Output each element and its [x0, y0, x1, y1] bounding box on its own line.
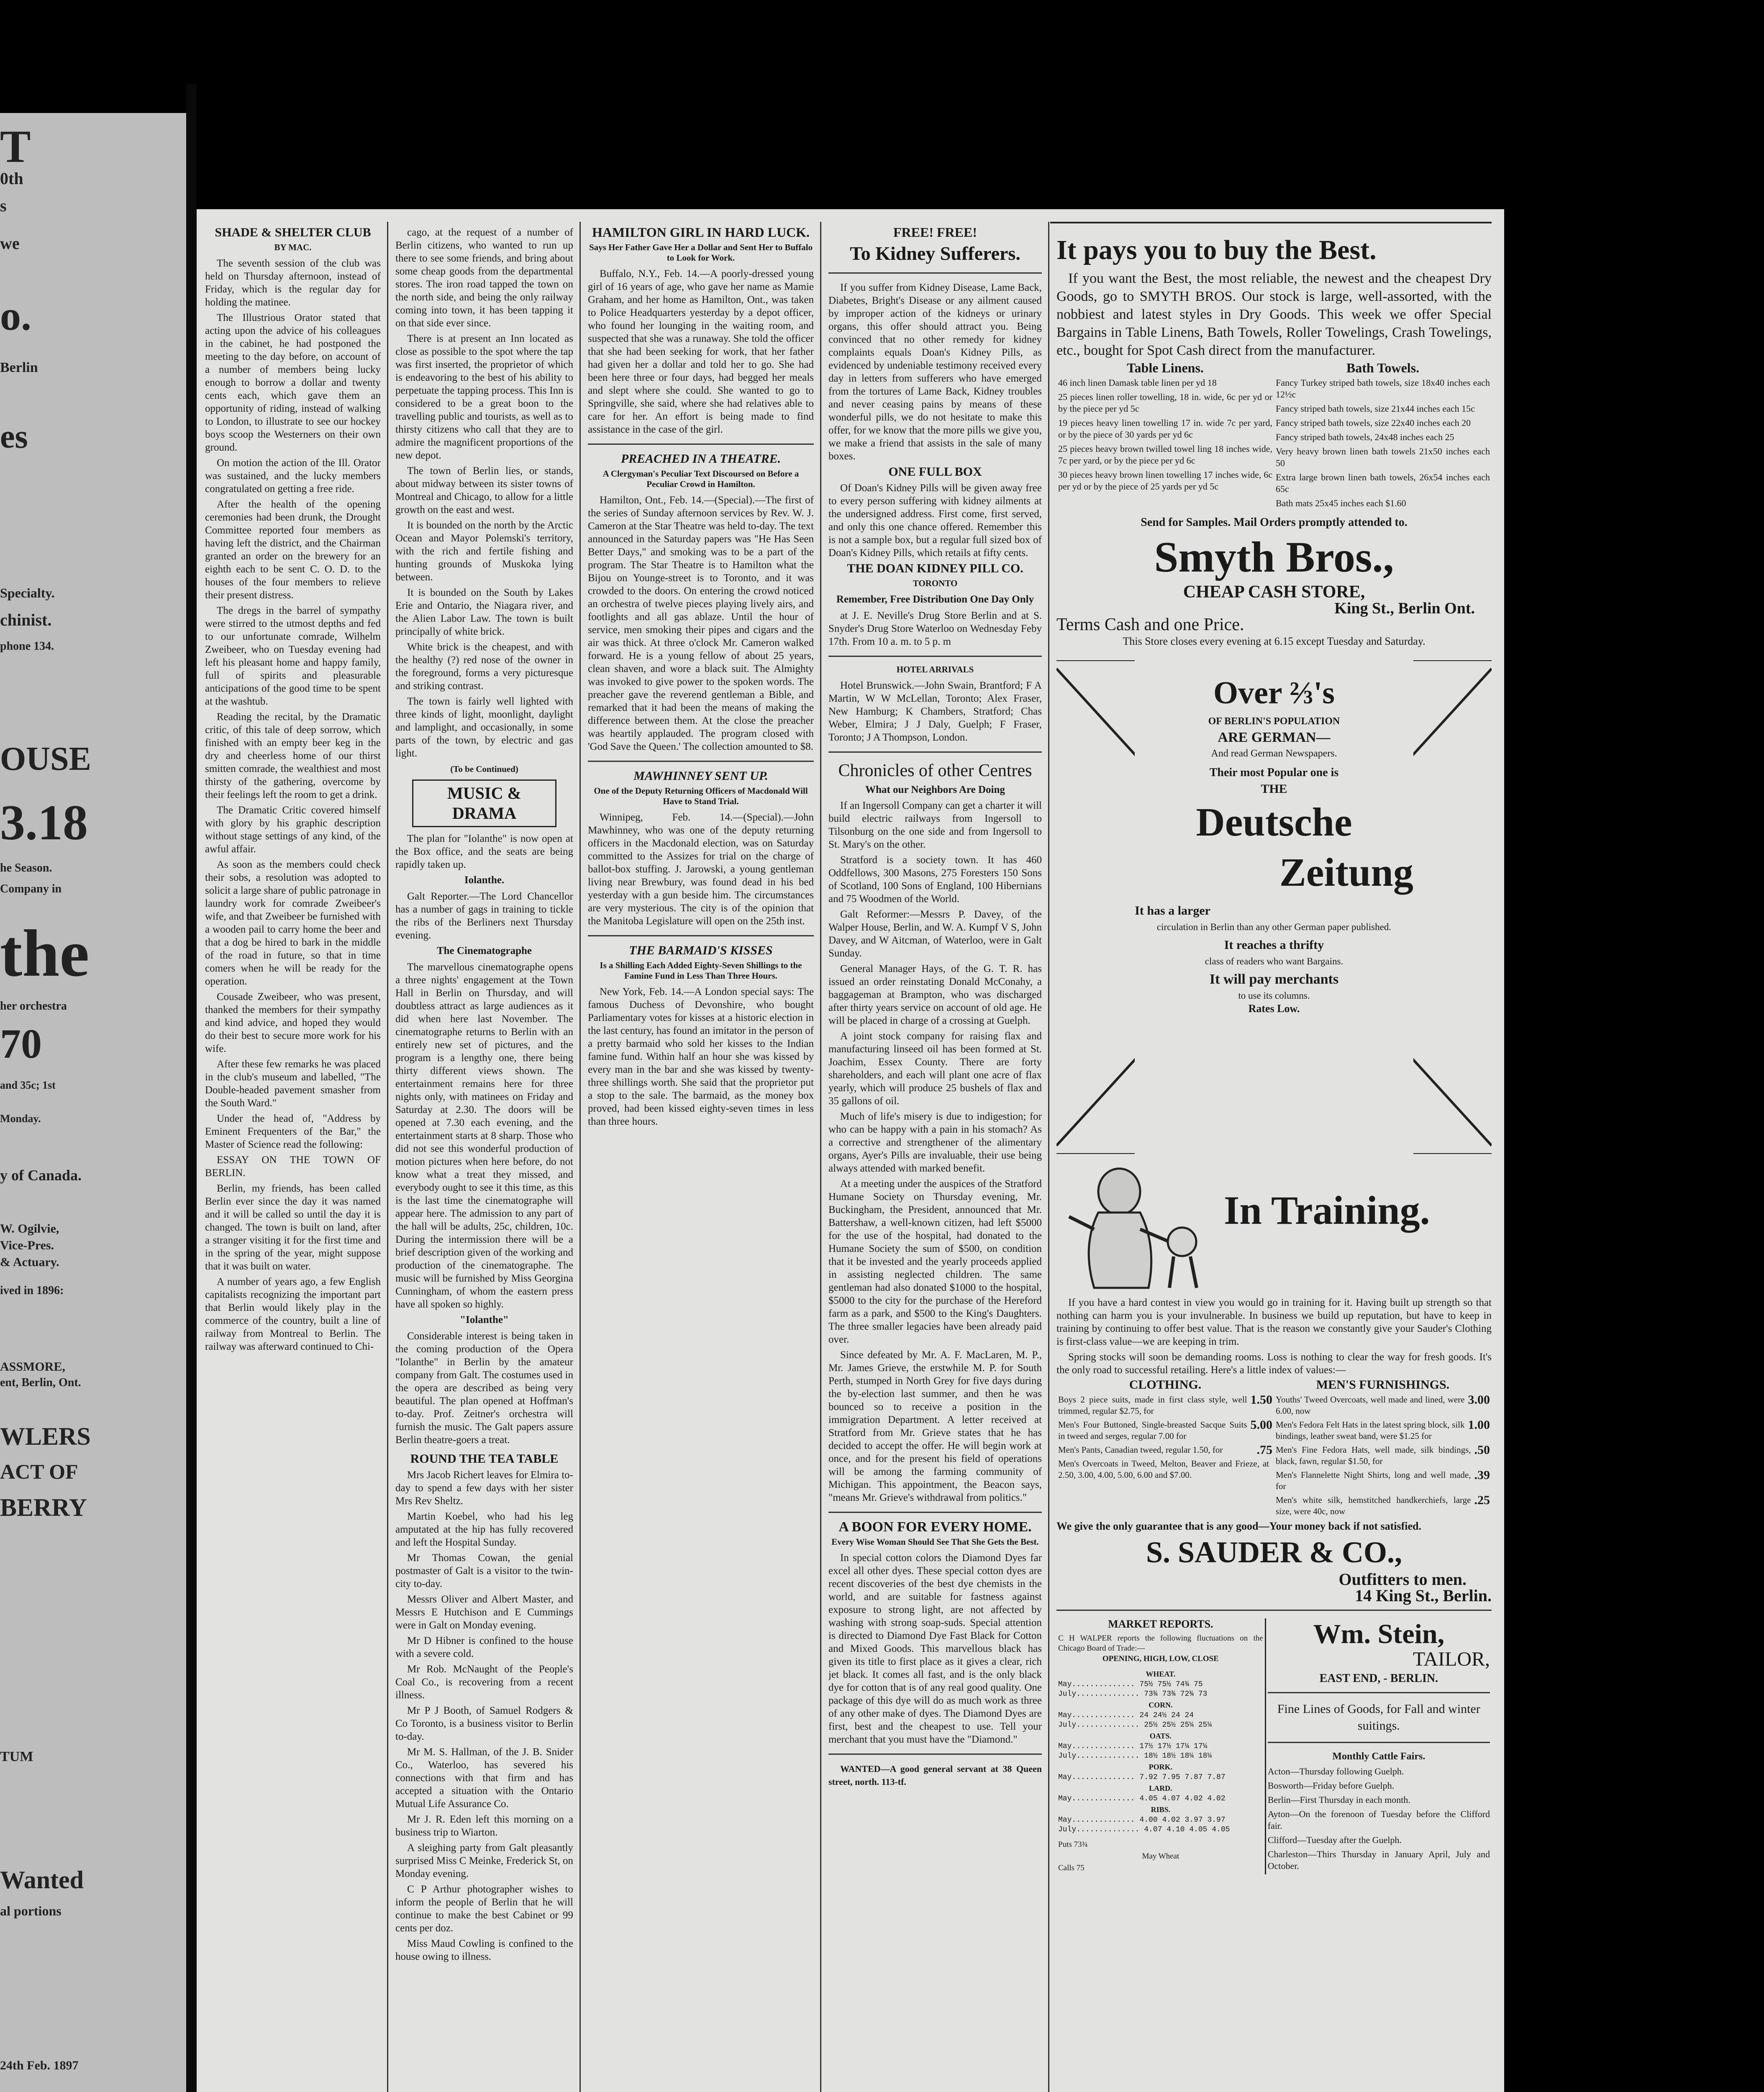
furnishings-list: [1276, 1394, 1490, 1517]
article-heading: MAWHINNEY SENT UP.: [633, 769, 768, 783]
smyth-name: Smyth Bros.,: [1154, 533, 1394, 581]
are-german: ARE GERMAN—: [1218, 730, 1331, 745]
divider: [1056, 1610, 1492, 1611]
boon-heading: A BOON FOR EVERY HOME.: [838, 1519, 1032, 1535]
furnishings-heading: MEN'S FURNISHINGS.: [1316, 1378, 1450, 1392]
article-paragraph: The Illustrious Orator stated that acting upon the advice of his colleagues in the cabinet, he had postponed the meeting to the day before, on account of a number of members being lucky enough to borrow a dollar and twenty cents each, which gave them an opportunity of riding, instead of walking to London, to illustrate to see our hockey boys scoop the Westerners on their own ground.: [205, 312, 381, 453]
divider: [828, 656, 1042, 657]
article-paragraph: The seventh session of the club was held on Thursday afternoon, instead of Friday, which is the regular day for holding the matinee.: [205, 258, 381, 308]
tea-table-items: [395, 1469, 573, 1963]
sauder-header: [1056, 1162, 1492, 1296]
smyth-price-table: [1056, 362, 1492, 512]
tea-table-item: Mr J. R. Eden left this morning on a business trip to Wiarton.: [395, 1814, 573, 1838]
chronicle-item: If an Ingersoll Company can get a charter it will build electric railways from Ingersoll to Tilsonburg on the one side and from Ingersoll to St. Mary's on the other.: [828, 800, 1042, 850]
bath-towels-list: [1276, 377, 1490, 509]
smyth-store: CHEAP CASH STORE,: [1183, 582, 1365, 602]
divider: [828, 272, 1042, 274]
kidney-heading: To Kidney Sufferers.: [850, 243, 1020, 264]
in-training-headline: In Training.: [1224, 1188, 1430, 1233]
stein-location: EAST END, - BERLIN.: [1319, 1672, 1438, 1685]
fair-item: Charleston—Thirs Thursday in January April, July and October.: [1267, 1849, 1490, 1871]
article-paragraph: New York, Feb. 14.—A London special says: The famous Duchess of Devonshire, who bought Parliamentary votes for kisses at a historic election in the last century, has found an imitator in the person of a pretty barmaid who sold her kisses to the Indian famine fund. Within half an hour she was kissed by every man in the bar and she was kissed by twenty-three shillings worth. She said that the proprietor put a stop to the sale. The barmaid, as the money box proved, had been kissed eighty-seven times in less than three hours.: [588, 986, 814, 1127]
article-heading: SHADE & SHELTER CLUB: [215, 226, 371, 239]
company-name: THE DOAN KIDNEY PILL CO.: [847, 561, 1023, 575]
wanted-ad: WANTED—A good general servant at 38 Queen street, north. 113-tf.: [828, 1764, 1042, 1787]
tea-table-item: Miss Maud Cowling is confined to the house owing to illness.: [395, 1938, 573, 1962]
item-price: .39: [1474, 1468, 1490, 1482]
column-kidney-chronicles: [828, 226, 1042, 2092]
market-row: May.............. 75½ 75½ 74¾ 75: [1058, 1680, 1203, 1689]
item-description: Men's Fine Fedora Hats, well made, silk bindings, black, fawn, regular $1.50, for: [1276, 1445, 1471, 1466]
bath-towels-heading: Bath Towels.: [1346, 360, 1420, 375]
left-page-fragment: es: [0, 418, 28, 455]
divider: [1268, 1742, 1490, 1743]
market-section-name: OATS.: [1149, 1732, 1172, 1740]
article-paragraph: cago, at the request of a number of Berlin citizens, who wanted to run up there to see some friends, and bring about some cheap goods from the departmental stores. The iron road tapped the town on the north side, and being the only railway coming into town, it has been tapping it on that side ever since.: [395, 227, 573, 329]
left-page-fragment: Wanted: [0, 1866, 84, 1894]
article-paragraph: It is bounded on the South by Lakes Erie and Ontario, the Niagara river, and the Alien Labor Law. The town is built principally of white brick.: [395, 587, 573, 637]
ad-paragraph: at J. E. Neville's Drug Store Berlin and at S. Snyder's Drug Store Waterloo on Wednesday Feby 17th. From 10 a. m. to 5 p. m: [828, 610, 1042, 647]
left-facing-page: [0, 113, 186, 2092]
music-paragraph: The marvellous cinematographe opens a three nights' engagement at the Town Hall in Berlin on Thursday, and will doubtless attract as large audiences as it did when here last November. The cinematographe returns to Berlin with an entirely new set of pictures, and the program is a lengthy one, there being thirty different views shown. The entertainment remains here for three nights only, with matinees on Friday and Saturday at 2.30. The doors will be opened at 7.30 each evening, and the entertainment starts at 8 sharp. Those who did not see this wonderful production of motion pictures when here before, do not know what a treat they missed, and everybody ought to see it this time, as this is the last time the cinematographe will appear here. The admission to any part of the hall will be adults, 25c, children, 10c. During the intermission there will be a brief description given of the working and production of the cinematographe. The music will be furnished by Miss Georgina Cunningham, of whom the eastern press have all spoken so highly.: [395, 961, 573, 1310]
sauder-guarantee: We give the only guarantee that is any good—Your money back if not satisfied.: [1056, 1520, 1421, 1532]
left-page-fragment: 24th Feb. 1897: [0, 2059, 79, 2072]
tea-table-item: Mr Rob. McNaught of the People's Coal Co., is recovering from a recent illness.: [395, 1664, 573, 1701]
chronicle-item: Much of life's misery is due to indigestion; for who can be happy with a pain in his stomach? As a corrective and strengthener of the alimentary organs, Ayer's Pills are invaluable, their use being always attended with marked benefit.: [828, 1111, 1042, 1174]
deutsche-word: Deutsche: [1196, 800, 1352, 844]
priced-item: [1276, 1419, 1490, 1442]
item-description: Men's Fedora Felt Hats in the latest spring block, silk bindings, leather sweat band, were $1.25 for: [1276, 1420, 1465, 1441]
tea-table-item: Mrs Jacob Richert leaves for Elmira to-day to spend a few days with her sister Mrs Rev Sheltz.: [395, 1469, 573, 1507]
left-page-fragment: & Actuary.: [0, 1255, 59, 1269]
item-description: Men's Four Buttoned, Single-breasted Sacque Suits in tweed and serges, regular 7.00 for: [1058, 1420, 1247, 1441]
bottom-ads: [1056, 1618, 1492, 1874]
music-drama-heading: MUSIC & DRAMA: [412, 779, 556, 827]
price-line: Fancy striped bath towels, size 22x40 inches each 20: [1276, 418, 1471, 428]
stein-name: Wm. Stein,: [1313, 1619, 1445, 1649]
article-paragraph: As soon as the members could check their sobs, a resolution was adopted to solicit a large share of public patronage in laundry work for comrade Zweibeer's wife, and that Zweibeer be furnished with a wooden pail to carry home the beer and that a dog be hired to bark in the middle of the road in future, so that in time comers when he will be ready for the operation.: [205, 859, 381, 987]
article-paragraph: A number of years ago, a few English capitalists recognizing the important part that Berlin would likely play in the commerce of the country, built a line of railway from Montreal to Berlin. The railway was afterward continued to Chi-: [205, 1276, 381, 1352]
tea-table-item: Messrs Oliver and Albert Master, and Messrs E Hutchison and E Cummings were in Galt on Monday evening.: [395, 1594, 573, 1631]
left-page-fragment: BERRY: [0, 1494, 87, 1521]
tea-table-item: Mr D Hibner is confined to the house with a severe cold.: [395, 1635, 573, 1659]
clothing-list: [1058, 1394, 1272, 1481]
item-description: Men's white silk, hemstitched handkerchiefs, large size, were 40c, now: [1276, 1495, 1471, 1516]
puts-line: Puts 73¾: [1058, 1840, 1088, 1849]
price-line: Fancy striped bath towels, size 21x44 inches each 15c: [1276, 403, 1475, 414]
smyth-terms: Terms Cash and one Price.: [1056, 615, 1244, 634]
ad-paragraph: Of Doan's Kidney Pills will be given away free to every person suffering with kidney ailments at the undersigned address. First come, first served, and only this one chance offered. Remember this is not a sample box, but a regular full sized box of Doan's Kidney Pills, which retails at fifty cents.: [828, 482, 1042, 559]
price-line: 25 pieces linen roller towelling, 18 in. wide, 6c per yd or by the piece per yd 5c: [1058, 392, 1272, 414]
clothing-heading: CLOTHING.: [1129, 1378, 1202, 1392]
divider: [828, 1754, 1042, 1755]
priced-item: [1058, 1394, 1272, 1417]
left-page-fragment: ACT OF: [0, 1460, 78, 1483]
price-line: Extra large brown linen bath towels, 26x54 inches each 65c: [1276, 472, 1490, 494]
price-line: 30 pieces heavy brown linen towelling 17 inches wide, 6c per yd or by the piece of 25 yards per yd 5c: [1058, 469, 1272, 492]
market-section-name: CORN.: [1149, 1701, 1173, 1709]
column-rule: [579, 222, 581, 2092]
left-page-fragment: ived in 1896:: [0, 1284, 64, 1297]
remember-line: Remember, Free Distribution One Day Only: [836, 594, 1034, 605]
article-paragraph: Reading the recital, by the Dramatic critic, of this tale of deep sorrow, which finished with an empty beer keg in the dry and cheerless home of our thirst smitten comrade, the wealthiest and most thirsty of the gathering, overcome by their feelings left the room to get a drink.: [205, 711, 381, 800]
column-advertisements: [1056, 234, 1492, 2092]
article-paragraph: After the health of the opening ceremonies had been drunk, the Drought Committee reported four members as having left the district, and the Chairman granted an order on the brewery for an eighth each to be sent C. O. D. to the houses of the four members to relieve their present distress.: [205, 499, 381, 601]
price-line: 25 pieces heavy brown twilled towel ling 18 inches wide, 7c per yard, or by the piece per yd 6c: [1058, 444, 1272, 466]
fair-item: Berlin—First Thursday in each month.: [1267, 1795, 1410, 1805]
population-line: OF BERLIN'S POPULATION: [1208, 716, 1340, 727]
box-heading: ONE FULL BOX: [888, 465, 982, 479]
column-shade-shelter: [205, 226, 381, 2092]
left-page-fragment: her orchestra: [0, 1000, 67, 1013]
market-row: May.............. 17½ 17½ 17¼ 17¼: [1058, 1742, 1208, 1751]
tea-table-item: Mr M. S. Hallman, of the J. B. Snider Co., Waterloo, has severed his connections with that firm and has accepted a situation with the Ontario Mutual Life Assurance Co.: [395, 1746, 573, 1810]
left-page-fragment: s: [0, 196, 7, 215]
article-paragraph: It is bounded on the north by the Arctic Ocean and Mayor Polemski's territory, with the rich and fertile fishing and hunting grounds of Muskoka lying between.: [395, 520, 573, 583]
chronicle-item: Since defeated by Mr. A. F. MacLaren, M. P., Mr. James Grieve, the erstwhile M. P. for South Perth, stumped in North Grey for five days during the by-election last summer, and then he was bounced so to receive a position in the immigration Department. A letter received at Stratford from Mr. Grieve states that he has decided to accept the offer. He will begin work at once, and for the present his field of operations will be among the farming community of Michigan. This appointment, the Beacon says, "means Mr. Grieve's withdrawal from politics.": [828, 1349, 1042, 1503]
chronicle-item: A joint stock company for raising flax and manufacturing linseed oil has been formed at St. Joachim, Essex County. There are forty shareholders, and each will plant one acre of flax yearly, which will produce 25 bushels of flax and 35 gallons of oil.: [828, 1031, 1042, 1107]
left-page-fragment: y of Canada.: [0, 1167, 82, 1184]
read-german: And read German Newspapers.: [1211, 748, 1337, 759]
article-paragraph: Cousade Zweibeer, who was present, thanked the members for their sympathy and kind advice, and hoped they would do their best to secure more work for his wife.: [205, 991, 381, 1054]
column-rule: [1048, 222, 1049, 2092]
left-page-fragment: the: [0, 916, 90, 990]
left-page-fragment: we: [0, 234, 20, 253]
price-line: Fancy Turkey striped bath towels, size 18x40 inches each 12½c: [1276, 377, 1490, 400]
left-page-fragment: Company in: [0, 882, 62, 895]
use-columns: to use its columns.: [1238, 990, 1310, 1001]
sauder-spring: Spring stocks will soon be demanding rooms. Loss is nothing to clear the way for fresh goods. It's the only road to successful retailing. Here's a little index of values:—: [1056, 1351, 1492, 1376]
priced-item: [1058, 1419, 1272, 1442]
fair-item: Acton—Thursday following Guelph.: [1267, 1766, 1404, 1777]
article-subheading: Says Her Father Gave Her a Dollar and Sent Her to Buffalo to Look for Work.: [589, 242, 813, 263]
tea-table-item: Mr Thomas Cowan, the genial postmaster of Galt is a visitor to the twin-city to-day.: [395, 1552, 573, 1590]
item-description: Boys 2 piece suits, made in first class style, well trimmed, regular $2.75, for: [1058, 1395, 1247, 1416]
sauder-address: 14 King St., Berlin.: [1355, 1586, 1492, 1605]
divider: [588, 935, 814, 936]
item-price: 3.00: [1468, 1393, 1490, 1407]
divider: [1268, 1692, 1490, 1693]
priced-item: [1276, 1444, 1490, 1467]
chronicle-item: General Manager Hays, of the G. T. R. has issued an order reinstating Donald McConahy, a baggageman at Brampton, who was discharged after thirty years service on account of old age. He will be placed in charge of a crossing at Guelph.: [828, 963, 1042, 1026]
item-price: .50: [1474, 1443, 1490, 1457]
chronicle-item: At a meeting under the auspices of the Stratford Humane Society on Thursday evening, Mr. Buckingham, the President, announced that Mr. Battershaw, a well-known citizen, had left $5000 for the use of the hospital, had donated to the Humane Society the sum of $500, on condition that it be invested and the yearly proceeds applied in assisting neglected children. The same gentleman had also donated $1000 to the hospital, $5000 to the city for the purchase of the Hereford farm as a park, and $500 to the King's Daughters. The three smaller legacies have been already paid over.: [828, 1178, 1042, 1345]
smyth-headline: It pays you to buy the Best.: [1056, 235, 1377, 265]
left-page-fragment: W. Ogilvie,: [0, 1222, 59, 1236]
left-page-fragment: 0th: [0, 169, 23, 188]
column-town-music: [395, 226, 573, 2092]
table-linens-heading: Table Linens.: [1127, 360, 1204, 375]
priced-item: [1276, 1495, 1490, 1517]
stein-tailor: TAILOR,: [1413, 1648, 1490, 1670]
left-page-fragment: Monday.: [0, 1113, 41, 1125]
article-paragraph: Hamilton, Ont., Feb. 14.—(Special).—The first of the series of Sunday afternoon services by Rev. W. J. Cameron at the Star Theatre was held to-day. The text announced in the Saturday papers was "He Has Seen Better Days," and smoking was to be a part of the program. The Star Theatre is to Hamilton what the Bijou on Younge-street is to Toronto, and it was crowded to the doors. On entering the crowd noticed an orchestra of twelve pieces playing lively airs, and footlights and all gas ablaze. Until the hour of service, men smoking their pipes and cigars and the air was thick. At three o'clock Mr. Cameron walked forward. He is a young fellow of about 25 years, clean shaven, and wore a black suit. The Almighty was invoked to give power to the spoken words. The preacher gave the reverend gentleman a Bible, and remarked that it had been the means of making the difference between them. At the close the preacher was heartily applauded. The program closed with 'God Save the Queen.' The collection amounted to $8.: [588, 495, 814, 752]
market-section-name: RIBS.: [1151, 1805, 1171, 1814]
left-page-fragment: TUM: [0, 1749, 33, 1764]
item-description: Men's Flannelette Night Shirts, long and well made, for: [1276, 1470, 1471, 1491]
article-heading: HAMILTON GIRL IN HARD LUCK.: [592, 226, 810, 240]
price-line: 46 inch linen Damask table linen per yd 18: [1058, 377, 1217, 388]
column-rule: [387, 222, 388, 2092]
article-body: [205, 257, 381, 1353]
cattle-fairs-heading: Monthly Cattle Fairs.: [1332, 1751, 1426, 1762]
market-row: July.............. 73¾ 73¾ 72¾ 73: [1058, 1690, 1208, 1698]
tea-table-item: Martin Koebel, who had his leg amputated at the hip has fully recovered and left the Hospital Sunday.: [395, 1511, 573, 1548]
reaches-line: It reaches a thrifty: [1224, 938, 1324, 952]
samples-line: Send for Samples. Mail Orders promptly attended to.: [1141, 516, 1408, 529]
hotel-arrivals: Hotel Brunswick.—John Swain, Brantford; F A Martin, W W McLellan, Toronto; Alex Fraser, New Hamburg; K Chambers, Stratford; Chas Weber, Elmira; J J Daly, Guelph; F Fraser, Toronto; J A Thompson, London.: [828, 680, 1042, 743]
item-price: .25: [1474, 1493, 1490, 1507]
chronicle-item: Galt Reformer:—Messrs P. Davey, of the Walper House, Berlin, and W. A. Kumpf V S, John Davey, and W Aitcman, of Waterloo, were in Galt Sunday.: [828, 909, 1042, 959]
continued-note: (To be Continued): [450, 764, 518, 774]
the-label: THE: [1261, 782, 1287, 796]
article-paragraph: On motion the action of the Ill. Orator was sustained, and the lucky members congratulated on getting a free ride.: [205, 457, 381, 495]
priced-item: [1058, 1444, 1272, 1456]
section-subheading: Iolanthe.: [464, 874, 505, 886]
market-sections: [1058, 1668, 1263, 1835]
column-rule: [820, 222, 821, 2092]
market-section-name: PORK.: [1149, 1763, 1173, 1771]
article-heading: THE BARMAID'S KISSES: [629, 943, 773, 957]
chronicles-heading: Chronicles of other Centres: [838, 761, 1032, 780]
divider: [828, 1512, 1042, 1513]
column-news: [588, 226, 814, 2092]
item-price: 5.00: [1250, 1418, 1272, 1432]
market-row: May.............. 4.00 4.02 3.97 3.97: [1058, 1816, 1226, 1824]
divider: [588, 444, 814, 445]
over-two-thirds: Over ⅔'s: [1213, 675, 1335, 710]
chronicles-subheading: What our Neighbors Are Doing: [865, 784, 1005, 795]
may-wheat-line: May Wheat: [1142, 1852, 1179, 1861]
market-intro: C H WALPER reports the following fluctuations on the Chicago Board of Trade:—: [1058, 1634, 1263, 1653]
priced-item: [1276, 1469, 1490, 1492]
left-page-fragment: 3.18: [0, 795, 88, 850]
left-page-fragment: he Season.: [0, 861, 52, 874]
sauder-intro: If you have a hard contest in view you would go in training for it. Having built up strength so that nothing can harm you is your invulnerable. In business we build up reputation, but have to keep in training by continuing to offer best value. That is the reason we constantly give your Sauder's Clothing is first-class value—we are keeping in trim.: [1056, 1297, 1492, 1347]
boxing-illustration-icon: [1056, 1162, 1215, 1296]
item-price: 1.50: [1250, 1393, 1272, 1407]
top-rule: [1050, 222, 1492, 223]
smyth-hours: This Store closes every evening at 6.15 except Tuesday and Saturday.: [1123, 635, 1426, 647]
stein-lines: Fine Lines of Goods, for Fall and winter suitings.: [1277, 1702, 1480, 1733]
tea-table-item: A sleighing party from Galt pleasantly surprised Miss C Meinke, Frederick St, on Monday evening.: [395, 1842, 573, 1879]
left-page-fragment: ent, Berlin, Ont.: [0, 1376, 81, 1389]
section-subheading: "Iolanthe": [460, 1314, 509, 1325]
left-page-fragment: and 35c; 1st: [0, 1079, 56, 1091]
item-description: Youths' Tweed Overcoats, well made and lined, were 6.00, now: [1276, 1395, 1465, 1416]
ad-paragraph: In special cotton colors the Diamond Dyes far excel all other dyes. These special cotton dyes are recent discoveries of the best dye chemists in the world, and are suitable for fastness against exposure to strong light, are not affected by washing with strong soap-suds. Special attention is directed to Diamond Dye Fast Black for Cotton and Mixed Goods. This marvellous black has given its title to first place as it gives a clear, rich jet black. It comes all fast, and is the only black dye for cotton that is of any real good quality. One package of this dye will do as much work as three of any other make of dyes. The Diamond Dyes are first, best and the cheapest to use. Tell your merchant that you must have the "Diamond.": [828, 1552, 1042, 1745]
market-row: May.............. 4.05 4.07 4.02 4.02: [1058, 1795, 1226, 1803]
article-paragraph: There is at present an Inn located as close as possible to the spot where the tap was first inserted, the proprietor of which is endeavoring to the best of his ability to perpetuate the tapping process. This Inn is considered to be a great boon to the travelling public and tourists, as well as to thirsty citizens who call that they are to admire the magnificent proportions of the new depot.: [395, 333, 573, 461]
left-page-fragment: o.: [0, 292, 31, 339]
boon-subheading: Every Wise Woman Should See That She Gets the Best.: [831, 1537, 1039, 1547]
zeitung-word: Zeitung: [1279, 850, 1413, 895]
class-line: class of readers who want Bargains.: [1205, 956, 1344, 967]
item-description: Men's Overcoats in Tweed, Melton, Beaver and Frieze, at 2.50, 3.00, 4.00, 5.00, 6.00 and $7.00.: [1058, 1459, 1269, 1480]
left-page-fragment: Specialty.: [0, 585, 55, 600]
article-paragraph: The town is fairly well lighted with three kinds of light, moonlight, daylight and lamplight, and occasionally, in some parts of the town, by electric and gas light.: [395, 696, 573, 759]
article-subheading: Is a Shilling Each Added Eighty-Seven Shillings to the Famine Fund in Less Than Three Hours.: [600, 960, 802, 981]
left-page-fragment: WLERS: [0, 1423, 91, 1450]
music-paragraph: Galt Reporter.—The Lord Chancellor has a number of gags in training to tickle the ribs of the Berliners next Thursday evening.: [395, 891, 573, 941]
divider: [828, 751, 1042, 753]
circulation-line: circulation in Berlin than any other German paper published.: [1156, 922, 1392, 932]
article-paragraph: The Dramatic Critic covered himself with glory by his graphic description without stage settings of any kind, of the awful affair.: [205, 805, 381, 855]
item-description: Men's Pants, Canadian tweed, regular 1.50, for: [1058, 1445, 1223, 1455]
left-page-fragment: chinist.: [0, 610, 52, 629]
article-paragraph: The town of Berlin lies, or stands, about midway between its sister towns of Montreal and Chicago, to allow for a little growth on the east and west.: [395, 465, 573, 515]
article-subheading: One of the Deputy Returning Officers of Macdonald Will Have to Stand Trial.: [594, 786, 808, 806]
pay-merchants: It will pay merchants: [1209, 972, 1339, 987]
music-paragraph: Considerable interest is being taken in the coming production of the Opera "Iolanthe" in Berlin by the amateur company from Galt. The costumes used in the opera are described as being very beautiful. The plan opened at Hoffman's to-day. Prof. Zeitner's orchestra will furnish the music. The Galt papers assure Berlin theatre-goers a treat.: [395, 1331, 573, 1446]
section-subheading: The Cinematographe: [436, 945, 532, 956]
market-heading: MARKET REPORTS.: [1108, 1618, 1213, 1630]
hotel-heading: HOTEL ARRIVALS: [896, 664, 974, 674]
article-paragraph: After these few remarks he was placed in the club's museum and labelled, "The Double-headed pavement smasher from the South Ward.": [205, 1059, 381, 1109]
article-paragraph: The dregs in the barrel of sympathy were stirred to the utmost depths and fed to our unfortunate comrade, Wilhelm Zweibeer, who on Tuesday evening had left his pleasant home and happy family, full of spirits and pleasurable anticipations of the good time to be spent at the washtub.: [205, 605, 381, 707]
market-row: May.............. 24 24½ 24 24: [1058, 1711, 1194, 1720]
priced-item: [1276, 1394, 1490, 1417]
left-page-fragment: OUSE: [0, 741, 91, 777]
left-page-fragment: ASSMORE,: [0, 1360, 65, 1374]
article-heading: PREACHED IN A THEATRE.: [620, 452, 781, 466]
chronicle-item: Stratford is a society town. It has 460 Oddfellows, 300 Masons, 275 Foresters 150 Sons of Scotland, 100 Sons of England, 100 Hibernians and 75 Woodmen of the World.: [828, 854, 1042, 905]
fair-item: Clifford—Tuesday after the Guelph.: [1267, 1835, 1402, 1845]
market-section-name: WHEAT.: [1146, 1670, 1176, 1678]
deutsche-zeitung-ad: [1056, 660, 1492, 1154]
price-line: Very heavy brown linen bath towels 21x50 inches each 50: [1276, 446, 1490, 468]
divider: [588, 761, 814, 762]
popular-line: Their most Popular one is: [1209, 766, 1339, 779]
price-line: Bath mats 25x45 inches each $1.60: [1276, 498, 1406, 508]
item-price: [1269, 1458, 1272, 1481]
tea-table-item: C P Arthur photographer wishes to inform the people of Berlin that he will continue to make the best Cabinet or 99 cents per doz.: [395, 1884, 573, 1934]
price-line: Fancy striped bath towels, 24x48 inches each 25: [1276, 432, 1454, 442]
left-page-fragment: 70: [0, 1020, 42, 1067]
left-page-fragment: phone 134.: [0, 640, 54, 653]
sauder-outfitters: Outfitters to men.: [1338, 1570, 1467, 1589]
sauder-name: S. SAUDER & CO.,: [1146, 1536, 1402, 1569]
market-row: July.............. 18½ 18½ 18¼ 18¼: [1058, 1752, 1212, 1760]
article-subheading: A Clergyman's Peculiar Text Discoursed on Before a Peculiar Crowd in Hamilton.: [603, 469, 799, 489]
article-paragraph: Berlin, my friends, has been called Berlin ever since the day it was named and it will be called so until the day it is changed. The town is built on land, after a stranger visiting it for the first time and in the spring of the year, might suppose that it was built on water.: [205, 1183, 381, 1272]
rates-low: Rates Low.: [1248, 1002, 1300, 1015]
priced-item: [1058, 1458, 1272, 1481]
chronicles-items: [828, 799, 1042, 1504]
left-page-fragment: al portions: [0, 1903, 62, 1918]
ad-paragraph: If you suffer from Kidney Disease, Lame Back, Diabetes, Bright's Disease or any ailment caused by improper action of the kidneys or urinary organs, this offer should attract you. Being convinced that no other remedy for kidney complaints equals Doan's Kidney Pills, as evidenced by undeniable testimony received every day in letters from sufferers who have emerged from the tortures of Lame Back, Kidney troubles and never ceasing pains by means of these wonderful pills, we do not hesitate to make this offer, for we know that the more pills we give you, we make a friend that assists in the sale of many boxes.: [828, 282, 1042, 462]
article-body: [395, 226, 573, 760]
price-line: 19 pieces heavy linen towelling 17 in. wide 7c per yard, or by the piece of 30 yards per yd 6c: [1058, 418, 1272, 440]
market-columns: OPENING, HIGH, LOW, CLOSE: [1102, 1654, 1219, 1663]
larger-line: It has a larger: [1135, 904, 1210, 918]
market-row: July.............. 4.07 4.10 4.05 4.05: [1058, 1825, 1230, 1834]
article-paragraph: ESSAY ON THE TOWN OF BERLIN.: [205, 1154, 381, 1179]
tea-table-item: Mr P J Booth, of Samuel Rodgers & Co Toronto, is a business visitor to Berlin to-day.: [395, 1705, 573, 1742]
newspaper-page: [197, 209, 1504, 2092]
market-section-name: LARD.: [1149, 1784, 1172, 1792]
sauder-price-table: [1056, 1379, 1492, 1520]
smyth-intro: If you want the Best, the most reliable, the newest and the cheapest Dry Goods, go to SMYTH BROS. Our stock is large, well-assorted, with the nobbiest and latest styles in Dry Goods. This week we offer Special Bargains in Table Linens, Bath Towels, Roller Towelings, Crash Towelings, etc., bought for Spot Cash direct from the manufacturer.: [1056, 271, 1492, 358]
cattle-fairs-list: [1268, 1766, 1490, 1872]
article-paragraph: Winnipeg, Feb. 14.—(Special).—John Mawhinney, who was one of the deputy returning officers in the Macdonald election, was on Saturday committed to the Assizes for trial on the charge of ballot-box stuffing. J. Jarowski, a young gentleman living near Brewbury, was found dead in his bed yesterday with a gun beside him. The circumstances are very mysterious. The city is of the opinion that the Manitoba Legislature will open on the 25th inst.: [588, 812, 814, 927]
fair-item: Bosworth—Friday before Guelph.: [1267, 1780, 1395, 1791]
music-intro: The plan for "Iolanthe" is now open at the Box office, and the seats are being rapidly taken up.: [395, 833, 573, 870]
table-linens-list: [1058, 377, 1272, 492]
left-page-fragment: Berlin: [0, 360, 38, 375]
tea-table-heading: ROUND THE TEA TABLE: [410, 1452, 559, 1466]
left-page-fragment: Vice-Pres.: [0, 1238, 54, 1252]
article-paragraph: Buffalo, N.Y., Feb. 14.—A poorly-dressed young girl of 16 years of age, who gave her name as Mamie Graham, and her home as Hamilton, Ont., was taken to Police Headquarters yesterday by a depot officer, who found her lounging in the waiting room, and suspected that she was a runaway. She told the officer that she had been seeking for work, that her father had given her a dollar and told her to go. She had been here three or four days, had begged her meals and slept where she could. She wanted to go to Springville, she said, where she had relatives able to care for her. An effort is being made to find assistance in the case of the girl.: [588, 268, 814, 435]
fair-item: Ayton—On the forenoon of Tuesday before the Clifford fair.: [1267, 1809, 1490, 1831]
item-price: .75: [1256, 1443, 1272, 1457]
left-page-fragment: T: [0, 121, 31, 172]
free-banner: FREE! FREE!: [893, 226, 977, 240]
item-price: 1.00: [1468, 1418, 1490, 1432]
company-city: TORONTO: [913, 578, 958, 588]
market-row: May.............. 7.92 7.95 7.87 7.87: [1058, 1773, 1226, 1782]
article-paragraph: Under the head of, "Address by Eminent Frequenters of the Bar," the Master of Science read the following:: [205, 1113, 381, 1150]
book-gutter: [186, 84, 197, 2092]
byline: BY MAC.: [274, 242, 312, 252]
smyth-street: King St., Berlin Ont.: [1334, 600, 1475, 617]
article-paragraph: White brick is the cheapest, and with the healthy (?) red nose of the owner in the foreground, forms a very picturesque and striking contrast.: [395, 641, 573, 692]
market-row: July.............. 25½ 25½ 25¼ 25¼: [1058, 1721, 1212, 1729]
calls-line: Calls 75: [1058, 1864, 1085, 1872]
